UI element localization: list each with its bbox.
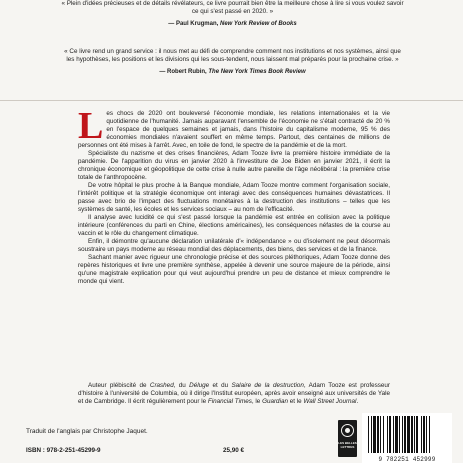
quote-author (60, 20, 405, 28)
barcode-bar (389, 416, 391, 453)
drop-cap: L (78, 105, 104, 147)
bio-text: et du (209, 382, 232, 389)
publication-title: Financial Times (207, 397, 252, 405)
barcode-bar (426, 416, 427, 453)
publication-title: Guardian (262, 397, 288, 405)
barcode-bar (399, 416, 400, 453)
book-title: Salaire de la destruction (231, 382, 304, 389)
barcode-bar (411, 416, 413, 453)
barcode-bar (423, 416, 425, 453)
section-divider (0, 100, 463, 101)
author-bio (78, 382, 390, 406)
quote-rubin (60, 48, 405, 77)
seal-icon (341, 424, 354, 437)
barcode-bar (414, 416, 415, 453)
publisher-logo-text: LES BELLES LETTRES (338, 441, 357, 449)
price: 25,90 € (223, 447, 245, 454)
barcode-bar (368, 416, 369, 453)
bio-text: , du (173, 382, 190, 389)
paragraph: De votre hôpital le plus proche à la Banque mondiale, Adam Tooze montre comment l'organisation sociale, l'intérêt politique et la stratégie économique ont interagi avec des conséquences humaines dévastatrices. Il passe avec brio de l'impact des fluctuations monétaires à la destruction des institutions – telles que les systèmes de santé, les écoles et les services sociaux – au nom de l'efficacité. (78, 182, 390, 213)
barcode-bar (380, 416, 381, 453)
bio-text: Auteur plébiscité de (88, 382, 150, 389)
paragraph: Il analyse avec lucidité ce qui s'est passé lorsque la pandémie est entrée en collision avec la politique intérieure (conférences du parti en Chine, élections américaines), les conséquences néfastes de la course au vaccin et le rôle du changement climatique. (78, 214, 390, 237)
barcode-bar (421, 416, 422, 453)
quote-author-name: — Robert Rubin, (159, 69, 209, 76)
paragraph: Spécialiste du nazisme et des crises financières, Adam Tooze livre la première histoire immédiate de la pandémie. De l'apparition du virus en janvier 2020 à l'investiture de Joe Biden en janvier 2021, il écrit la chronique économique et géopolitique de cette crise à nulle autre pareille de l'âge néolibéral : la première crise totale de l'anthropocène. (78, 150, 390, 181)
isbn: ISBN : 978-2-251-45299-9 (26, 447, 101, 454)
quote-text: « Ce livre rend un grand service : il nous met au défi de comprendre comment nos institutions et nos systèmes, ainsi que les hypothèses, les positions et les divisions qui les sous-tendent, nous laissent mal préparés pour la prochaine crise. » (64, 48, 401, 64)
barcode-bars-icon (362, 413, 452, 455)
publication-title: Wall Street Journal (303, 397, 357, 405)
book-title: Crashed (149, 382, 174, 389)
barcode-bar (383, 416, 384, 453)
quote-krugman (60, 0, 405, 29)
barcode (362, 413, 452, 463)
bio-text: , le (251, 397, 263, 405)
barcode-bar (371, 416, 372, 453)
quote-source: New York Review of Books (219, 21, 297, 28)
quote-author-name: — Paul Krugman, (168, 21, 220, 28)
barcode-bar (393, 416, 394, 453)
translator-credit: Traduit de l'anglais par Christophe Jaquet. (26, 428, 148, 435)
barcode-bar (402, 416, 403, 453)
barcode-bar (404, 416, 406, 453)
quote-author (60, 68, 405, 76)
quote-source: The New York Times Book Review (208, 69, 306, 76)
barcode-bar (387, 416, 388, 453)
barcode-bar (373, 416, 376, 453)
barcode-bar (407, 416, 410, 453)
barcode-bar (377, 416, 379, 453)
barcode-bar (429, 416, 430, 453)
bio-text: et le (287, 397, 304, 405)
barcode-bar (395, 416, 398, 453)
paragraph (78, 105, 390, 150)
bio-text: , Adam Tooze est professeur d'histoire à l'université de Columbia, où il dirige l'Institut européen, après avoir enseigné aux universités de Yale et de Cambridge. Il écrit régulièrement pour le (78, 382, 390, 405)
paragraph-text: es chocs de 2020 ont bouleversé l'économie mondiale, les relations internationales et la vie quotidienne de l'humanité. Jamais auparavant l'ensemble de l'économie ne s'était contracté de 20 % en l'espace de quelques semaines et jamais, dans l'histoire du capitalisme moderne, 95 % des économies mondiales n'avaient souffert en même temps. Partout, des centaines de millions de personnes ont été mises à l'arrêt. Avec, en toile de fond, le spectre de la pandémie et de la mort. (78, 110, 390, 149)
barcode-digits: 9 782251 452999 (378, 456, 436, 463)
paragraph: Sachant manier avec rigueur une chronologie précise et des sources pléthoriques, Adam Tooze donne des repères historiques et livre une première synthèse, appelée à devenir une source majeure de la période, ainsi qu'une magistrale explication pour qui veut aujourd'hui prendre un peu de distance et mieux comprendre le monde qui vient. (78, 254, 390, 285)
book-description (78, 105, 390, 286)
paragraph: Enfin, il démontre qu'aucune déclaration unilatérale d'« indépendance » ou d'isolement ne peut désormais soustraire un pays moderne au réseau mondial des déplacements, des biens, des services et de la finance. (78, 238, 390, 253)
barcode-bar (416, 416, 418, 453)
publisher-logo-icon (338, 420, 357, 457)
book-title: Déluge (189, 382, 210, 389)
bio-text: . (356, 397, 359, 405)
quote-text: « Plein d'idées précieuses et de détails révélateurs, ce livre pourrait bien être la meilleure chose à lire si vous voulez savoir ce qui s'est passé en 2020. » (61, 0, 404, 16)
